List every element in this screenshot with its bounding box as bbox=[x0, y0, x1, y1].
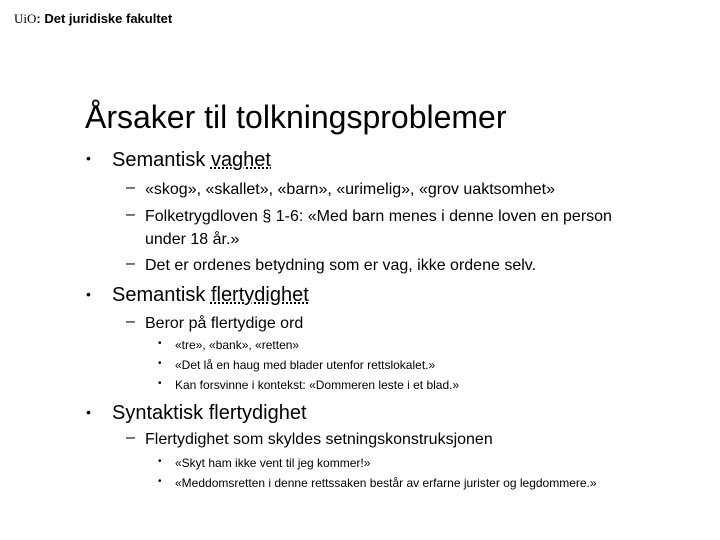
header-separator: : bbox=[36, 11, 41, 26]
list-item: «Meddomsretten i denne rettssaken består av erfarne jurister og legdommere.» bbox=[175, 476, 597, 490]
bullet-syntaktisk-flertydighet: Syntaktisk flertydighet bbox=[112, 402, 307, 424]
list-item-continuation: under 18 år.» bbox=[145, 231, 240, 248]
list-item: «skog», «skallet», «barn», «urimelig», «grov uaktsomhet» bbox=[145, 181, 556, 198]
list-item: «tre», «bank», «retten» bbox=[175, 338, 300, 352]
dash-icon: – bbox=[126, 313, 135, 330]
bullet-icon: • bbox=[86, 286, 91, 302]
term-flertydighet: flertydighet bbox=[210, 284, 309, 306]
dash-icon: – bbox=[126, 255, 135, 272]
bullet-icon: • bbox=[86, 404, 91, 420]
list-item: Kan forsvinne i kontekst: «Dommeren leste i et blad.» bbox=[175, 378, 460, 392]
faculty-name: Det juridiske fakultet bbox=[44, 11, 173, 26]
slide-header bbox=[14, 10, 172, 28]
list-item: «Det lå en haug med blader utenfor rettslokalet.» bbox=[175, 358, 436, 372]
term-vaghet: vaghet bbox=[210, 149, 271, 171]
dash-icon: – bbox=[126, 206, 135, 223]
bullet-semantisk-vaghet: Semantisk vaghet bbox=[112, 149, 271, 171]
bullet-icon: • bbox=[158, 456, 162, 467]
bullet-icon: • bbox=[158, 476, 162, 487]
dash-icon: – bbox=[126, 179, 135, 196]
slide-title: Årsaker til tolkningsproblemer bbox=[85, 99, 507, 135]
uio-logo: UiO bbox=[14, 11, 37, 26]
list-item: Flertydighet som skyldes setningskonstruksjonen bbox=[145, 431, 493, 448]
list-item: «Skyt ham ikke vent til jeg kommer!» bbox=[175, 456, 371, 470]
bullet-icon: • bbox=[158, 358, 162, 369]
bullet-icon: • bbox=[86, 150, 91, 166]
list-item: Det er ordenes betydning som er vag, ikke ordene selv. bbox=[145, 257, 537, 274]
bullet-icon: • bbox=[158, 338, 162, 349]
bullet-semantisk-flertydighet: Semantisk flertydighet bbox=[112, 284, 309, 306]
list-item: Folketrygdloven § 1-6: «Med barn menes i denne loven en person bbox=[145, 208, 612, 225]
dash-icon: – bbox=[126, 429, 135, 446]
bullet-icon: • bbox=[158, 378, 162, 389]
list-item: Beror på flertydige ord bbox=[145, 315, 304, 332]
